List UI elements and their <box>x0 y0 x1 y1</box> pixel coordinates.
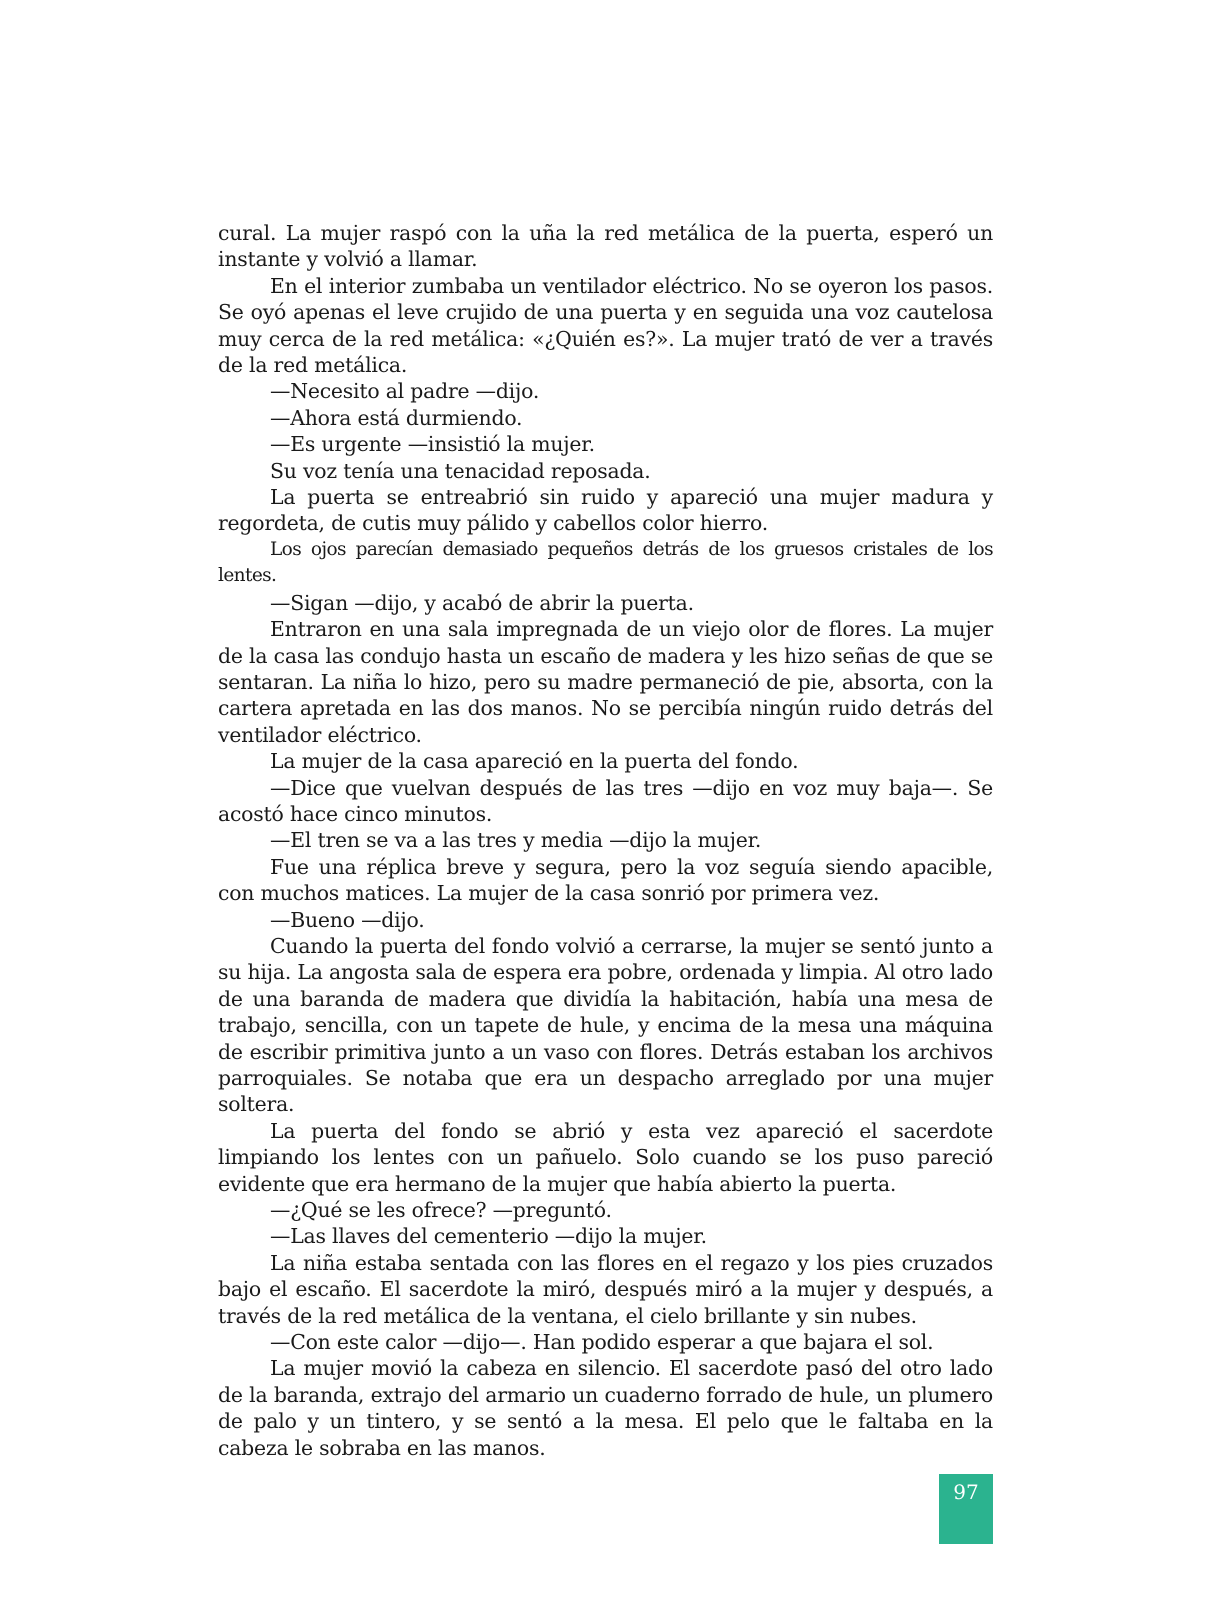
paragraph-9: —Sigan —dijo, y acabó de abrir la puerta. <box>270 590 694 615</box>
paragraph-15: —Bueno —dijo. <box>270 907 425 932</box>
paragraph-3: —Necesito al padre —dijo. <box>270 379 540 404</box>
paragraph-14: Fue una réplica breve y segura, pero la voz seguía siendo apacible, con muchos matices. La mujer de la casa sonrió por primera vez. <box>218 854 993 906</box>
page-number-box <box>939 1474 993 1544</box>
paragraph-11: La mujer de la casa apareció en la puerta del fondo. <box>270 749 799 774</box>
paragraph-13: —El tren se va a las tres y media —dijo la mujer. <box>270 828 762 853</box>
page-body <box>218 220 993 1461</box>
paragraph-1: cural. La mujer raspó con la uña la red metálica de la puerta, esperó un instante y volvió a llamar. <box>218 221 993 272</box>
paragraph-6: Su voz tenía una tenacidad reposada. <box>270 458 651 483</box>
paragraph-5: —Es urgente —insistió la mujer. <box>270 432 595 457</box>
paragraph-19: —Las llaves del cementerio —dijo la mujer. <box>270 1224 707 1249</box>
paragraph-10: Entraron en una sala impregnada de un viejo olor de flores. La mujer de la casa las condujo hasta un escaño de madera y les hizo señas de que se sentaran. La niña lo hizo, pero su madre permaneció de pie, absorta, con la cartera apretada en las dos manos. No se percibía ningún ruido detrás del ventilador eléctrico. <box>218 617 993 747</box>
page-number: 97 <box>953 1480 979 1504</box>
paragraph-22: La mujer movió la cabeza en silencio. El sacerdote pasó del otro lado de la baranda, extrajo del armario un cuaderno forrado de hule, un plumero de palo y un tintero, y se sentó a la mesa. El pelo que le faltaba en la cabeza le sobraba en las manos. <box>218 1356 993 1460</box>
paragraph-7: La puerta se entreabrió sin ruido y apareció una mujer madura y regordeta, de cutis muy pálido y cabellos color hierro. <box>218 485 993 536</box>
paragraph-16: Cuando la puerta del fondo volvió a cerrarse, la mujer se sentó junto a su hija. La angosta sala de espera era pobre, ordenada y limpia. Al otro lado de una baranda de madera que dividía la habitación, había una mesa de trabajo, sencilla, con un tapete de hule, y encima de la mesa una máquina de escribir primitiva junto a un vaso con flores. Detrás estaban los archivos parroquiales. Se notaba que era un despacho arreglado por una mujer soltera. <box>218 933 993 1117</box>
paragraph-2: En el interior zumbaba un ventilador eléctrico. No se oyeron los pasos. Se oyó apenas el leve crujido de una puerta y en seguida una voz cautelosa muy cerca de la red metálica: «¿Quién es?». La mujer trató de ver a través de la red metálica. <box>218 273 993 378</box>
paragraph-12: —Dice que vuelvan después de las tres —dijo en voz muy baja—. Se acostó hace cinco minutos. <box>218 775 993 826</box>
paragraph-18: —¿Qué se les ofrece? —preguntó. <box>270 1198 612 1223</box>
paragraph-20: La niña estaba sentada con las flores en el regazo y los pies cruzados bajo el escaño. El sacerdote la miró, después miró a la mujer y después, a través de la red metálica de la ventana, el cielo brillante y sin nubes. <box>218 1250 993 1328</box>
paragraph-21: —Con este calor —dijo—. Han podido esperar a que bajara el sol. <box>270 1330 934 1355</box>
paragraph-4: —Ahora está durmiendo. <box>270 405 523 430</box>
paragraph-17: La puerta del fondo se abrió y esta vez apareció el sacerdote limpiando los lentes con un pañuelo. Solo cuando se los puso pareció evidente que era hermano de la mujer que había abierto la puerta. <box>218 1118 993 1196</box>
paragraph-8: Los ojos parecían demasiado pequeños detrás de los gruesos cristales de los lentes. <box>218 538 993 587</box>
